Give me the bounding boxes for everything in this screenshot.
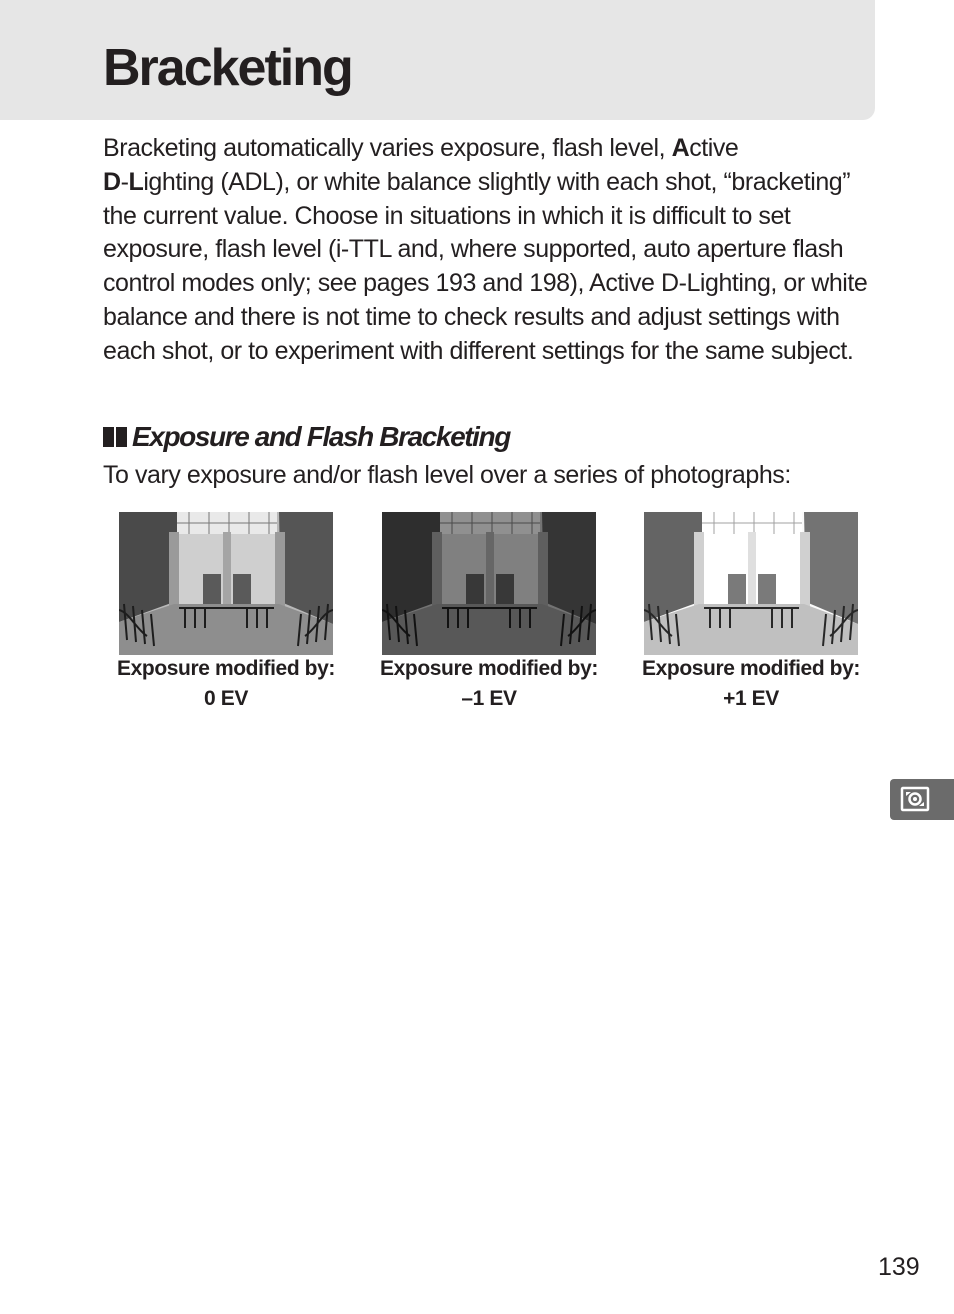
example-photo-minus1ev bbox=[382, 512, 596, 655]
section-heading bbox=[103, 420, 510, 454]
page-number: 139 bbox=[878, 1253, 920, 1281]
intro-text-1: Bracketing automatically varies exposure, flash level, bbox=[103, 134, 672, 162]
courtyard-photo bbox=[644, 512, 858, 655]
courtyard-photo bbox=[119, 512, 333, 655]
caption-ev-value: +1 EV bbox=[723, 687, 779, 710]
example-caption-minus1ev bbox=[364, 654, 614, 714]
intro-paragraph bbox=[103, 132, 873, 369]
intro-bold-a: A bbox=[671, 134, 690, 162]
camera-shooting-menu-icon bbox=[890, 779, 954, 820]
intro-hyphen: - bbox=[120, 167, 129, 196]
chapter-tab[interactable] bbox=[890, 779, 954, 820]
example-caption-0ev bbox=[101, 654, 351, 714]
example-photo-0ev bbox=[119, 512, 333, 655]
caption-label: Exposure modified by: bbox=[642, 657, 860, 680]
courtyard-photo bbox=[382, 512, 596, 655]
intro-text-2: ctive bbox=[689, 134, 739, 162]
section-heading-text: Exposure and Flash Bracketing bbox=[132, 421, 510, 452]
caption-ev-value: –1 EV bbox=[461, 687, 517, 710]
intro-bold-l: L bbox=[128, 167, 144, 196]
section-marker-icon bbox=[103, 427, 127, 447]
intro-text-3: ighting (ADL), or white balance slightly with each shot, “bracketing” the current value. Choose in situations in which it is difficult to set exposure, flash level (i-TTL and, where supported, auto aperture flash control modes only; see pages 193 and 198), Active D-Lighting, or white balance and there is not time to check results and adjust settings with each shot, or to experiment with different settings for the same subject. bbox=[103, 167, 868, 365]
example-caption-plus1ev bbox=[626, 654, 876, 714]
page-title: Bracketing bbox=[103, 39, 352, 97]
caption-label: Exposure modified by: bbox=[380, 657, 598, 680]
caption-label: Exposure modified by: bbox=[117, 657, 335, 680]
example-photo-plus1ev bbox=[644, 512, 858, 655]
caption-ev-value: 0 EV bbox=[204, 687, 248, 710]
section-subtitle: To vary exposure and/or flash level over a series of photographs: bbox=[103, 461, 791, 489]
intro-bold-d: D bbox=[103, 167, 121, 196]
